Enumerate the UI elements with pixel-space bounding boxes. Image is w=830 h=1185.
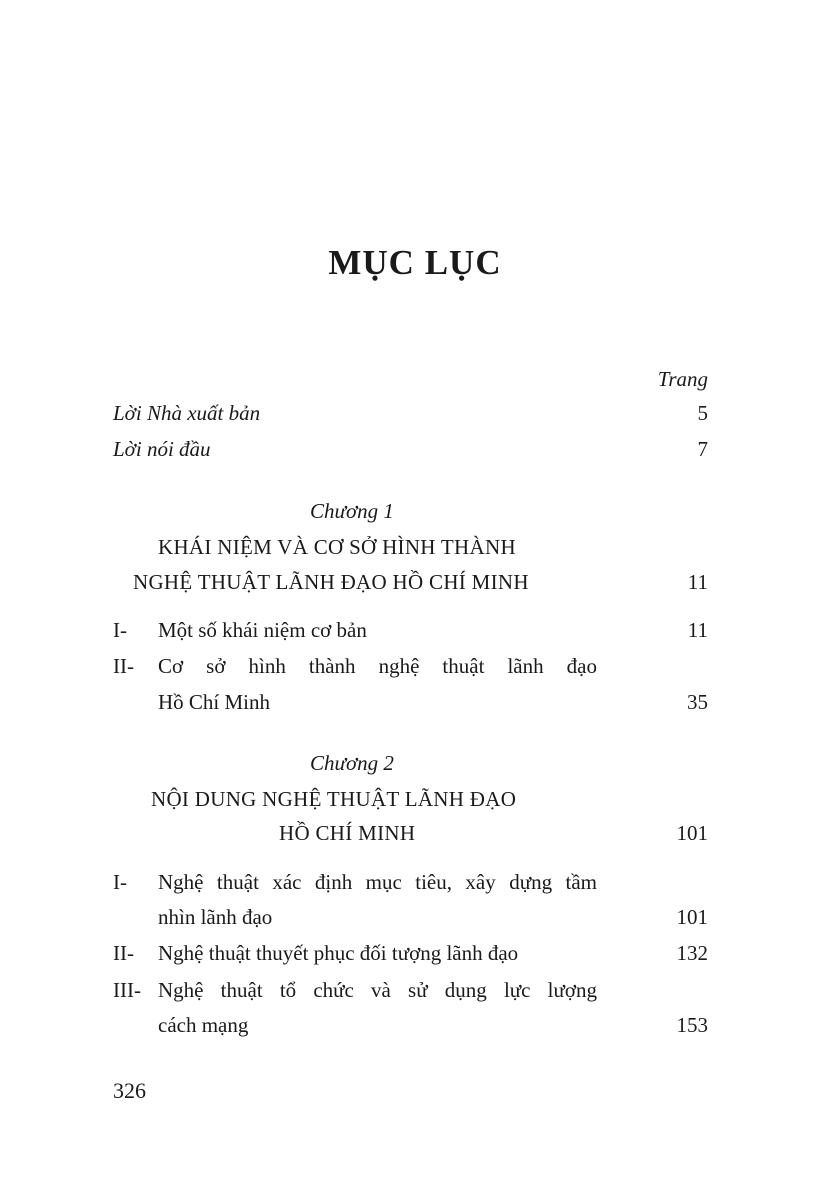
section-page: 101 bbox=[676, 905, 708, 929]
chapter-2-label: Chương 2 bbox=[310, 751, 394, 775]
section-title: Nghệ thuật xác định mục tiêu, xây dựng tầm bbox=[158, 870, 597, 894]
section-title: Nghệ thuật tổ chức và sử dụng lực lượng bbox=[158, 978, 597, 1002]
section-title: Cơ sở hình thành nghệ thuật lãnh đạo bbox=[158, 654, 597, 678]
section-title-continued: nhìn lãnh đạo bbox=[158, 905, 273, 929]
chapter-1-title-line2: NGHỆ THUẬT LÃNH ĐẠO HỒ CHÍ MINH bbox=[133, 570, 529, 594]
section-page: 153 bbox=[676, 1013, 708, 1037]
page-number: 326 bbox=[113, 1078, 146, 1103]
section-title: Nghệ thuật thuyết phục đối tượng lãnh đạo bbox=[158, 941, 519, 965]
section-roman: I- bbox=[113, 618, 127, 642]
chapter-1-label: Chương 1 bbox=[310, 499, 394, 523]
page-title: MỤC LỤC bbox=[328, 243, 502, 282]
toc-entry-preface: Lời nói đầu bbox=[113, 437, 211, 461]
section-title: Một số khái niệm cơ bản bbox=[158, 618, 367, 642]
section-title-continued: cách mạng bbox=[158, 1013, 249, 1037]
section-roman: II- bbox=[113, 941, 134, 965]
section-page: 11 bbox=[687, 618, 708, 642]
section-roman: III- bbox=[113, 978, 141, 1002]
section-title-continued: Hồ Chí Minh bbox=[158, 690, 271, 714]
chapter-2-title-line1: NỘI DUNG NGHỆ THUẬT LÃNH ĐẠO bbox=[151, 787, 517, 811]
toc-entry-publisher-note: Lời Nhà xuất bản bbox=[113, 401, 261, 425]
chapter-2-title-line2: HỒ CHÍ MINH bbox=[279, 821, 416, 845]
toc-page-publisher-note: 5 bbox=[697, 401, 708, 425]
section-page: 35 bbox=[687, 690, 708, 714]
section-page: 132 bbox=[676, 941, 708, 965]
trang-label: Trang bbox=[657, 367, 708, 391]
chapter-2-page: 101 bbox=[676, 821, 708, 845]
chapter-1-title-line1: KHÁI NIỆM VÀ CƠ SỞ HÌNH THÀNH bbox=[158, 535, 516, 559]
section-roman: II- bbox=[113, 654, 134, 678]
toc-page-preface: 7 bbox=[697, 437, 708, 461]
chapter-1-page: 11 bbox=[687, 570, 708, 594]
section-roman: I- bbox=[113, 870, 127, 894]
